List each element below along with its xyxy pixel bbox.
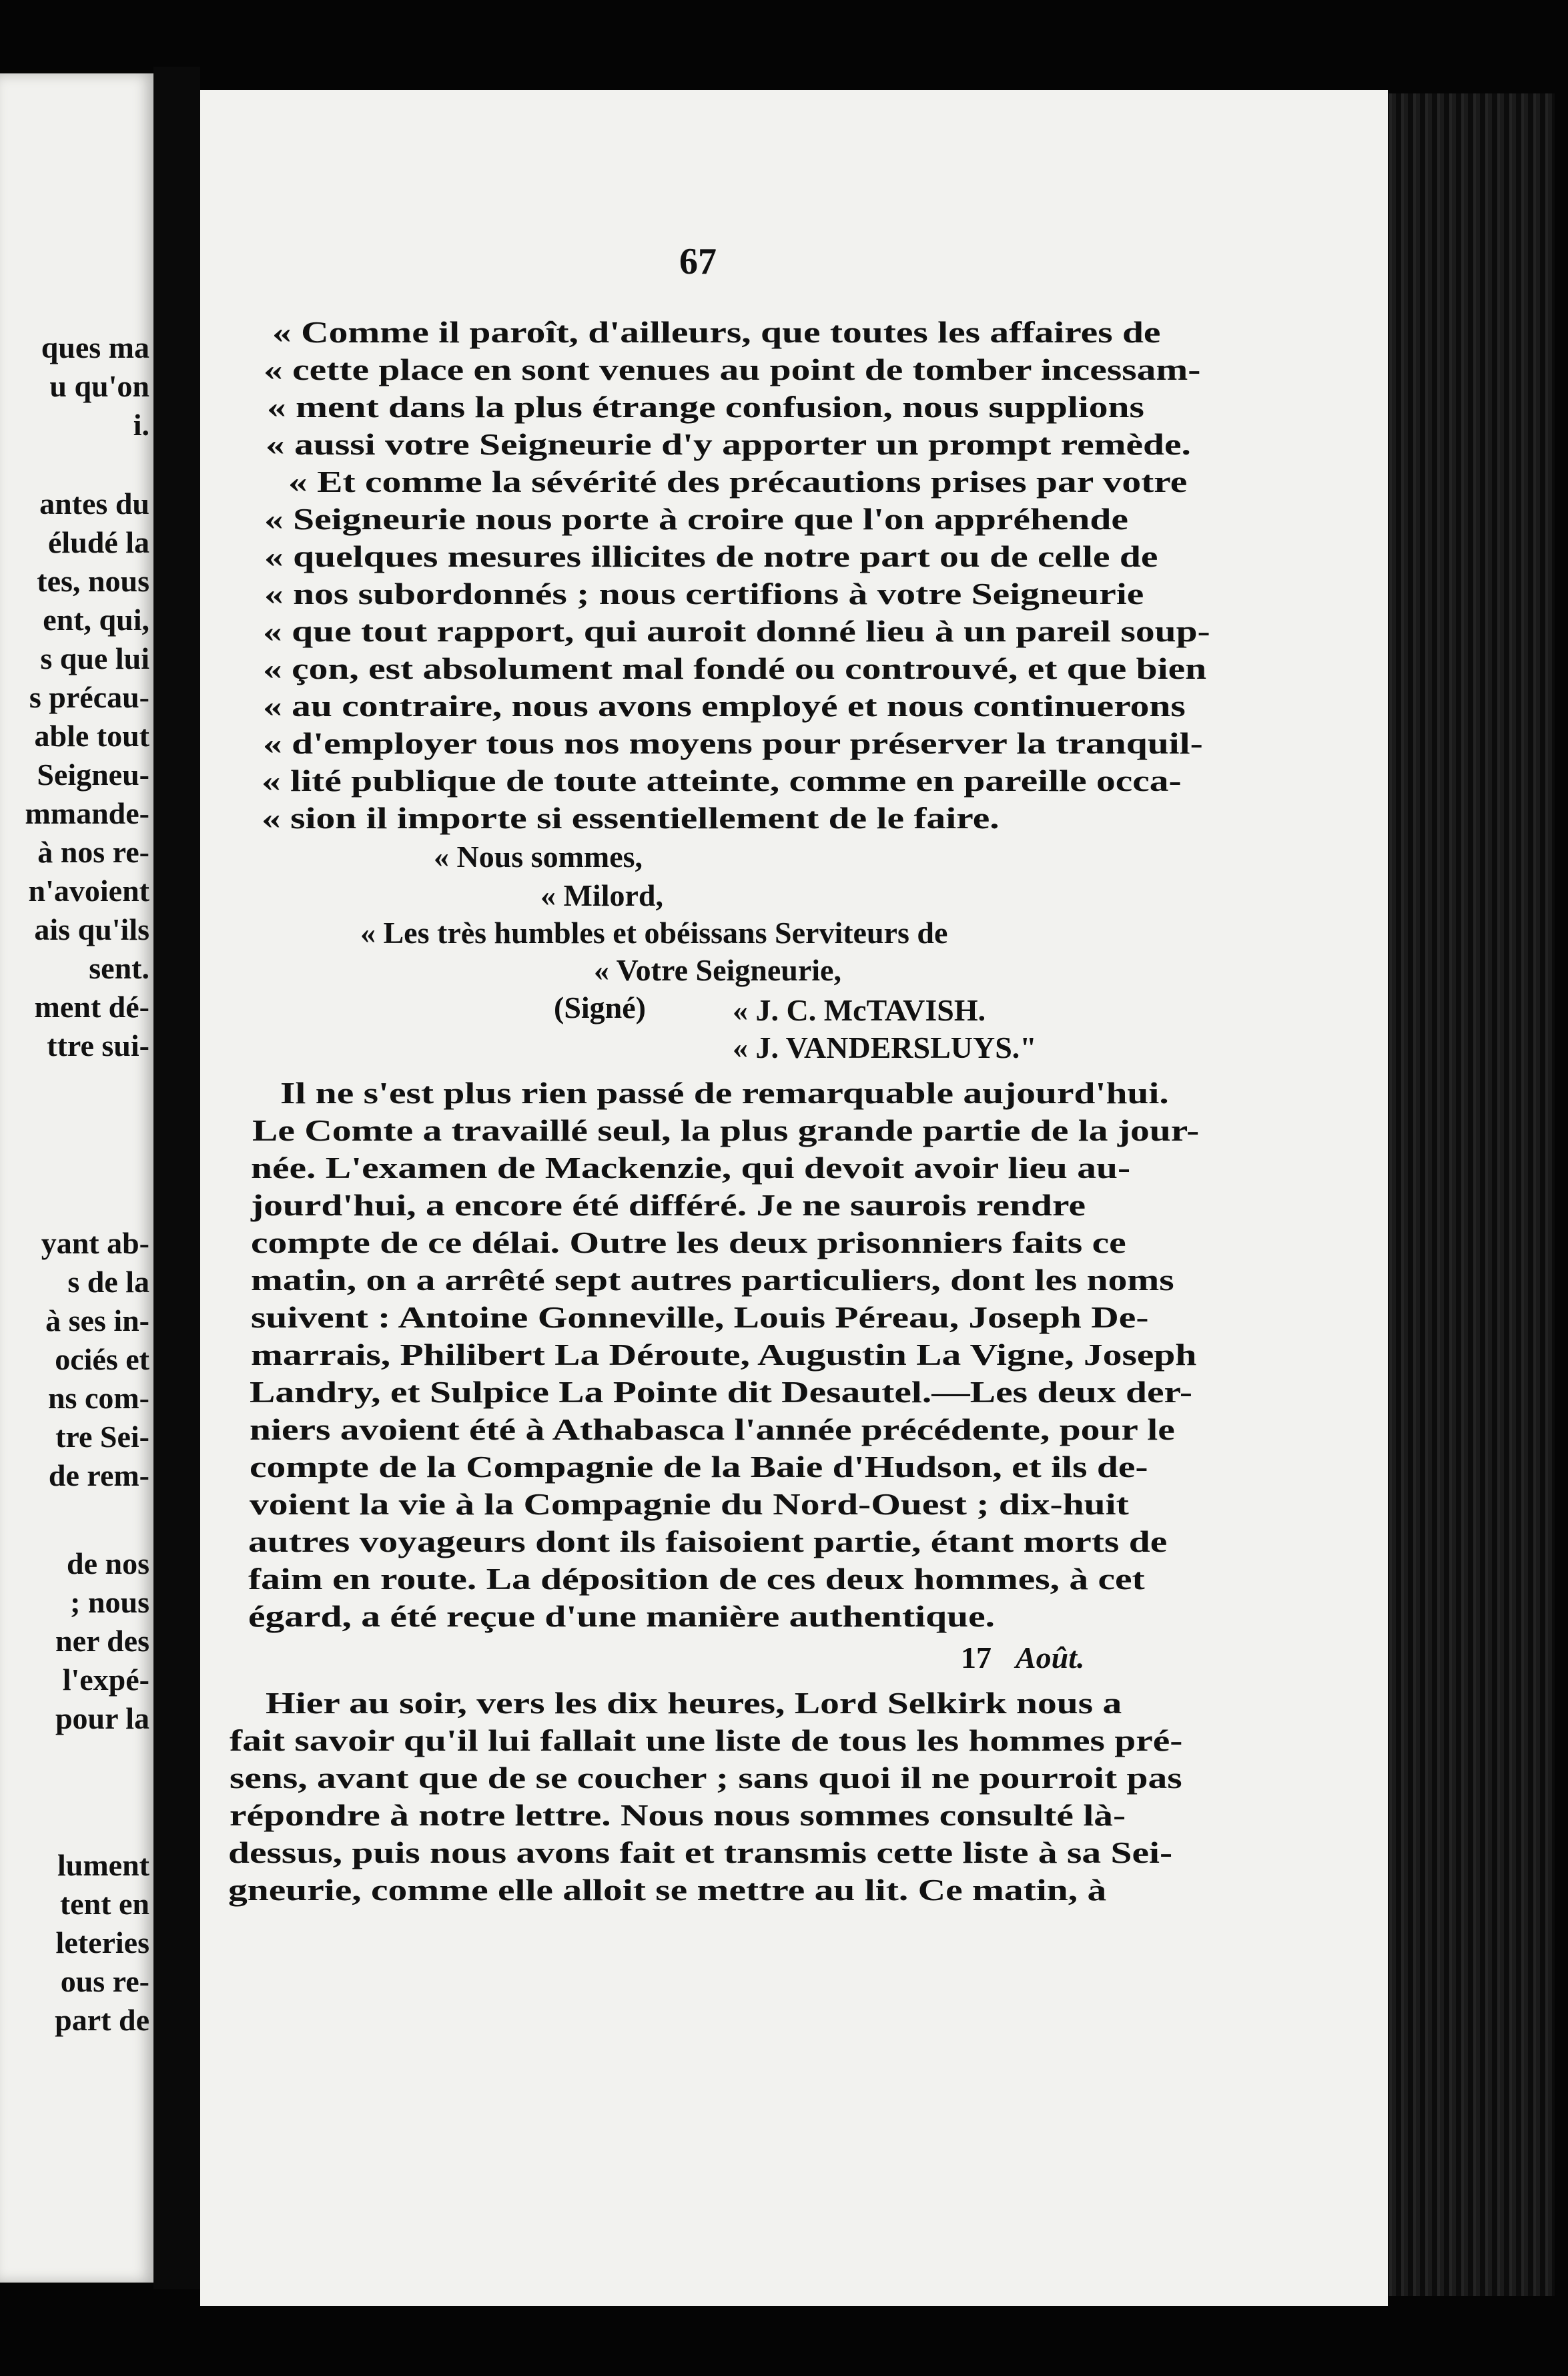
left-page-line: ous re-	[60, 1964, 149, 1998]
left-page-line: tre Sei-	[55, 1420, 149, 1454]
letter-line: « d'employer tous nos moyens pour préserver la tranquil-	[263, 726, 1203, 760]
left-page-line: ttre sui-	[47, 1028, 149, 1063]
paragraph-line: matin, on a arrêté sept autres particuliers, dont les noms	[251, 1263, 1174, 1297]
left-page-line: i.	[133, 408, 149, 442]
paragraph-line: fait savoir qu'il lui fallait une liste de tous les hommes pré-	[230, 1723, 1183, 1757]
left-page-line: able tout	[34, 719, 149, 753]
paragraph-line: suivent : Antoine Gonneville, Louis Péreau, Joseph De-	[251, 1300, 1149, 1334]
paragraph-line: autres voyageurs dont ils faisoient partie, étant morts de	[248, 1524, 1168, 1558]
paragraph-line: Landry, et Sulpice La Pointe dit Desautel.—Les deux der-	[250, 1375, 1193, 1409]
paragraph-line: Le Comte a travaillé seul, la plus grande partie de la jour-	[252, 1113, 1200, 1147]
letter-line: « au contraire, nous avons employé et nous continuerons	[263, 689, 1186, 723]
left-page-line: tes, nous	[37, 564, 149, 598]
left-page-line: leteries	[55, 1925, 149, 1960]
left-page-line: antes du	[39, 487, 149, 521]
paragraph-line: Hier au soir, vers les dix heures, Lord Selkirk nous a	[266, 1686, 1122, 1720]
left-page-line: ociés et	[55, 1342, 149, 1376]
left-page-line: ; nous	[70, 1585, 149, 1619]
date-day: 17	[961, 1641, 992, 1675]
paragraph-line: égard, a été reçue d'une manière authentique.	[248, 1599, 996, 1633]
left-page-line: sent.	[89, 951, 149, 985]
paragraph-line: Il ne s'est plus rien passé de remarquable aujourd'hui.	[280, 1076, 1169, 1110]
paragraph-line: marrais, Philibert La Déroute, Augustin La Vigne, Joseph	[251, 1338, 1197, 1372]
left-page-line: Seigneu-	[37, 758, 149, 792]
letter-line: « que tout rapport, qui auroit donné lieu à un pareil soup-	[263, 614, 1210, 648]
paragraph-line: gneurie, comme elle alloit se mettre au lit. Ce matin, à	[228, 1873, 1107, 1907]
left-page-line: de nos	[67, 1546, 149, 1580]
left-page-line: ais qu'ils	[34, 912, 149, 946]
left-page-line: pour la	[55, 1701, 149, 1735]
left-page-line: s de la	[67, 1265, 149, 1299]
page-number: 67	[679, 241, 717, 282]
left-page-fragment	[0, 73, 153, 2283]
letter-line: « cette place en sont venues au point de tomber incessam-	[264, 352, 1201, 386]
paragraph-line: compte de la Compagnie de la Baie d'Hudson, et ils de-	[250, 1450, 1148, 1484]
left-page-line: s précau-	[29, 680, 149, 714]
left-page-line: de rem-	[48, 1458, 149, 1492]
paragraph-line: dessus, puis nous avons fait et transmis cette liste à sa Sei-	[228, 1835, 1173, 1869]
left-page-line: s que lui	[40, 641, 149, 675]
paragraph-line: voient la vie à la Compagnie du Nord-Ouest ; dix-huit	[250, 1487, 1129, 1521]
left-page-line: yant ab-	[41, 1226, 149, 1260]
letter-line: « nos subordonnés ; nous certifions à votre Seigneurie	[264, 577, 1144, 611]
letter-line: « aussi votre Seigneurie d'y apporter un prompt remède.	[266, 427, 1191, 461]
left-page-line: u qu'on	[49, 369, 149, 403]
left-page-line: lument	[57, 1848, 149, 1882]
letter-line: « Comme il paroît, d'ailleurs, que toutes les affaires de	[272, 315, 1161, 349]
closing-line: « Les très humbles et obéissans Serviteurs de	[360, 916, 948, 950]
left-page-line: tent en	[59, 1887, 149, 1921]
signature-vandersluys: « J. VANDERSLUYS."	[733, 1030, 1037, 1065]
left-page-line: mmande-	[25, 796, 149, 830]
letter-line: « çon, est absolument mal fondé ou controuvé, et que bien	[263, 651, 1207, 685]
left-page-line: à ses in-	[45, 1303, 149, 1338]
page-block-edge	[1368, 93, 1555, 2296]
letter-line: « sion il importe si essentiellement de le faire.	[262, 801, 1000, 835]
left-page-line: l'expé-	[62, 1663, 149, 1697]
paragraph-line: jourd'hui, a encore été différé. Je ne saurois rendre	[251, 1188, 1086, 1222]
left-page-line: ent, qui,	[43, 603, 149, 637]
letter-line: « quelques mesures illicites de notre part ou de celle de	[264, 539, 1158, 573]
left-page-line: ment dé-	[34, 990, 149, 1024]
letter-line: « Seigneurie nous porte à croire que l'on appréhende	[264, 502, 1128, 536]
left-page-line: à nos re-	[37, 835, 149, 869]
signature-mctavish: « J. C. McTAVISH.	[733, 993, 986, 1027]
letter-line: « ment dans la plus étrange confusion, nous supplions	[267, 390, 1144, 424]
signed-label: (Signé)	[554, 990, 646, 1024]
paragraph-line: née. L'examen de Mackenzie, qui devoit avoir lieu au-	[251, 1151, 1131, 1185]
paragraph-line: répondre à notre lettre. Nous nous sommes consulté là-	[230, 1798, 1126, 1832]
closing-line: « Votre Seigneurie,	[594, 953, 841, 987]
left-page-line: éludé la	[47, 525, 149, 559]
left-page-line: part de	[55, 2003, 149, 2037]
letter-line: « Et comme la sévérité des précautions prises par votre	[288, 465, 1188, 499]
paragraph-line: faim en route. La déposition de ces deux hommes, à cet	[248, 1562, 1145, 1596]
closing-line: « Nous sommes,	[434, 840, 643, 874]
left-page-line: ner des	[55, 1624, 149, 1658]
left-page-line: ques ma	[41, 330, 149, 364]
left-page-line: n'avoient	[28, 874, 149, 908]
letter-line: « lité publique de toute atteinte, comme en pareille occa-	[262, 764, 1182, 798]
book-gutter	[153, 67, 200, 2289]
date-month: Août.	[1016, 1641, 1085, 1675]
left-page-line: ns com-	[47, 1381, 149, 1415]
paragraph-line: niers avoient été à Athabasca l'année précédente, pour le	[250, 1412, 1175, 1446]
closing-line: « Milord,	[540, 878, 663, 912]
paragraph-line: sens, avant que de se coucher ; sans quoi il ne pourroit pas	[230, 1761, 1182, 1795]
paragraph-line: compte de ce délai. Outre les deux prisonniers faits ce	[251, 1225, 1126, 1259]
main-page	[200, 90, 1388, 2306]
